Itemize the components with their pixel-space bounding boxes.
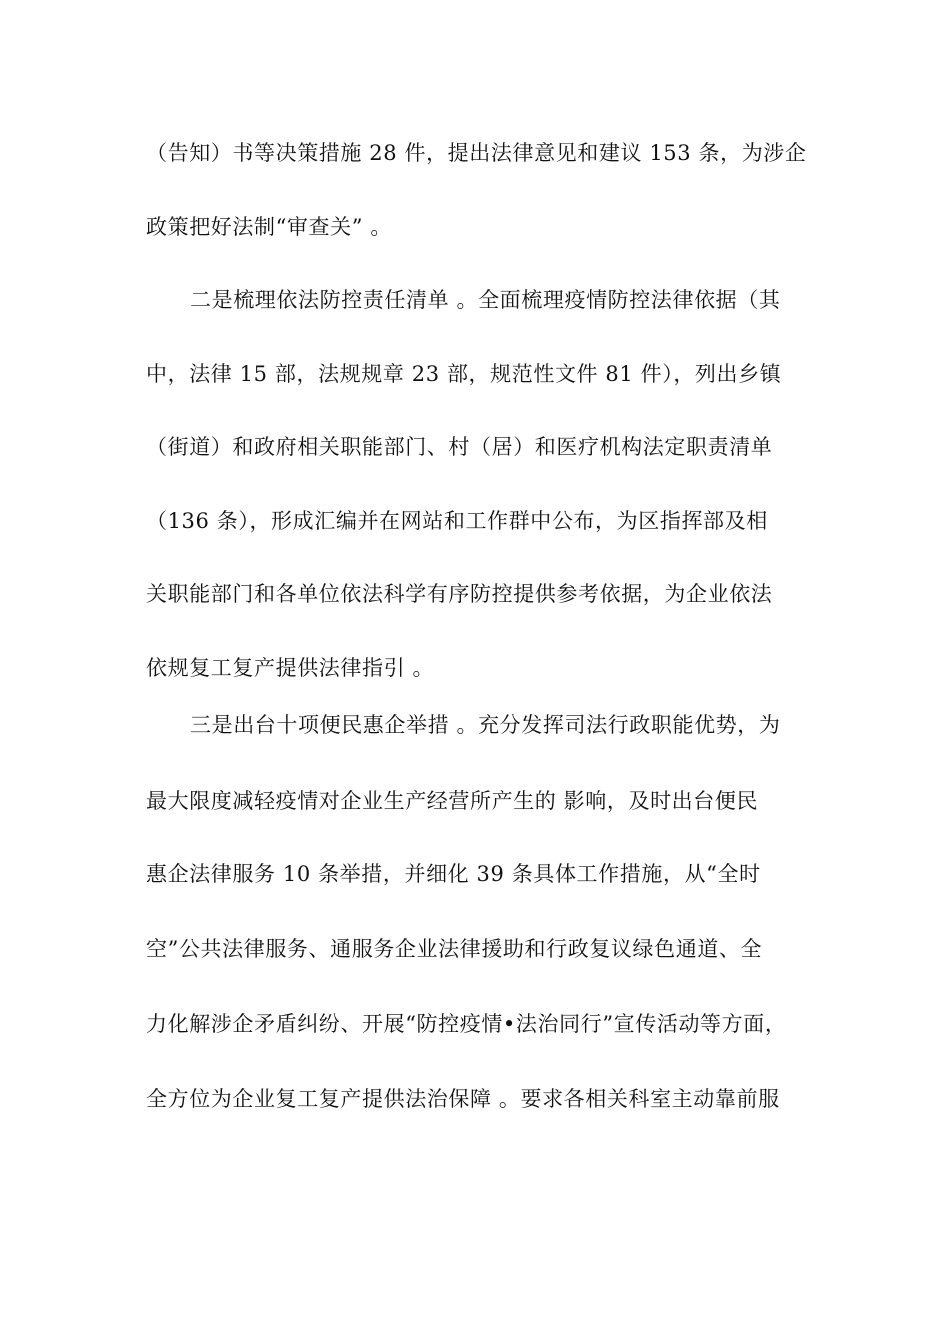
paragraph-line: （136 条），形成汇编并在网站和工作群中公布，为区指挥部及相 [146, 509, 768, 533]
paragraph-line: （告知）书等决策措施 28 件，提出法律意见和建议 153 条，为涉企 [146, 141, 807, 165]
paragraph-line: 二是梳理依法防控责任清单 。全面梳理疫情防控法律依据（其 [190, 288, 781, 312]
paragraph-line: 惠企法律服务 10 条举措，并细化 39 条具体工作措施，从“全时 [146, 862, 761, 886]
paragraph-line: 最大限度减轻疫情对企业生产经营所产生的 影响，及时出台便民 [146, 789, 759, 813]
paragraph-line: 中，法律 15 部，法规规章 23 部，规范性文件 81 件），列出乡镇 [146, 362, 782, 386]
paragraph-line: 三是出台十项便民惠企举措 。充分发挥司法行政职能优势，为 [190, 713, 781, 737]
paragraph-line: 政策把好法制“审查关” 。 [146, 215, 392, 239]
paragraph-line: 力化解涉企矛盾纠纷、开展“防控疫情•法治同行”宣传活动等方面， [146, 1012, 787, 1036]
paragraph-line: 空”公共法律服务、通服务企业法律援助和行政复议绿色通道、全 [146, 937, 763, 961]
paragraph-line: 依规复工复产提供法律指引 。 [146, 656, 435, 680]
paragraph-line: 关职能部门和各单位依法科学有序防控提供参考依据，为企业依法 [146, 582, 773, 606]
paragraph-line: 全方位为企业复工复产提供法治保障 。要求各相关科室主动靠前服 [146, 1087, 780, 1111]
paragraph-line: （街道）和政府相关职能部门、村（居）和医疗机构法定职责清单 [146, 435, 773, 459]
